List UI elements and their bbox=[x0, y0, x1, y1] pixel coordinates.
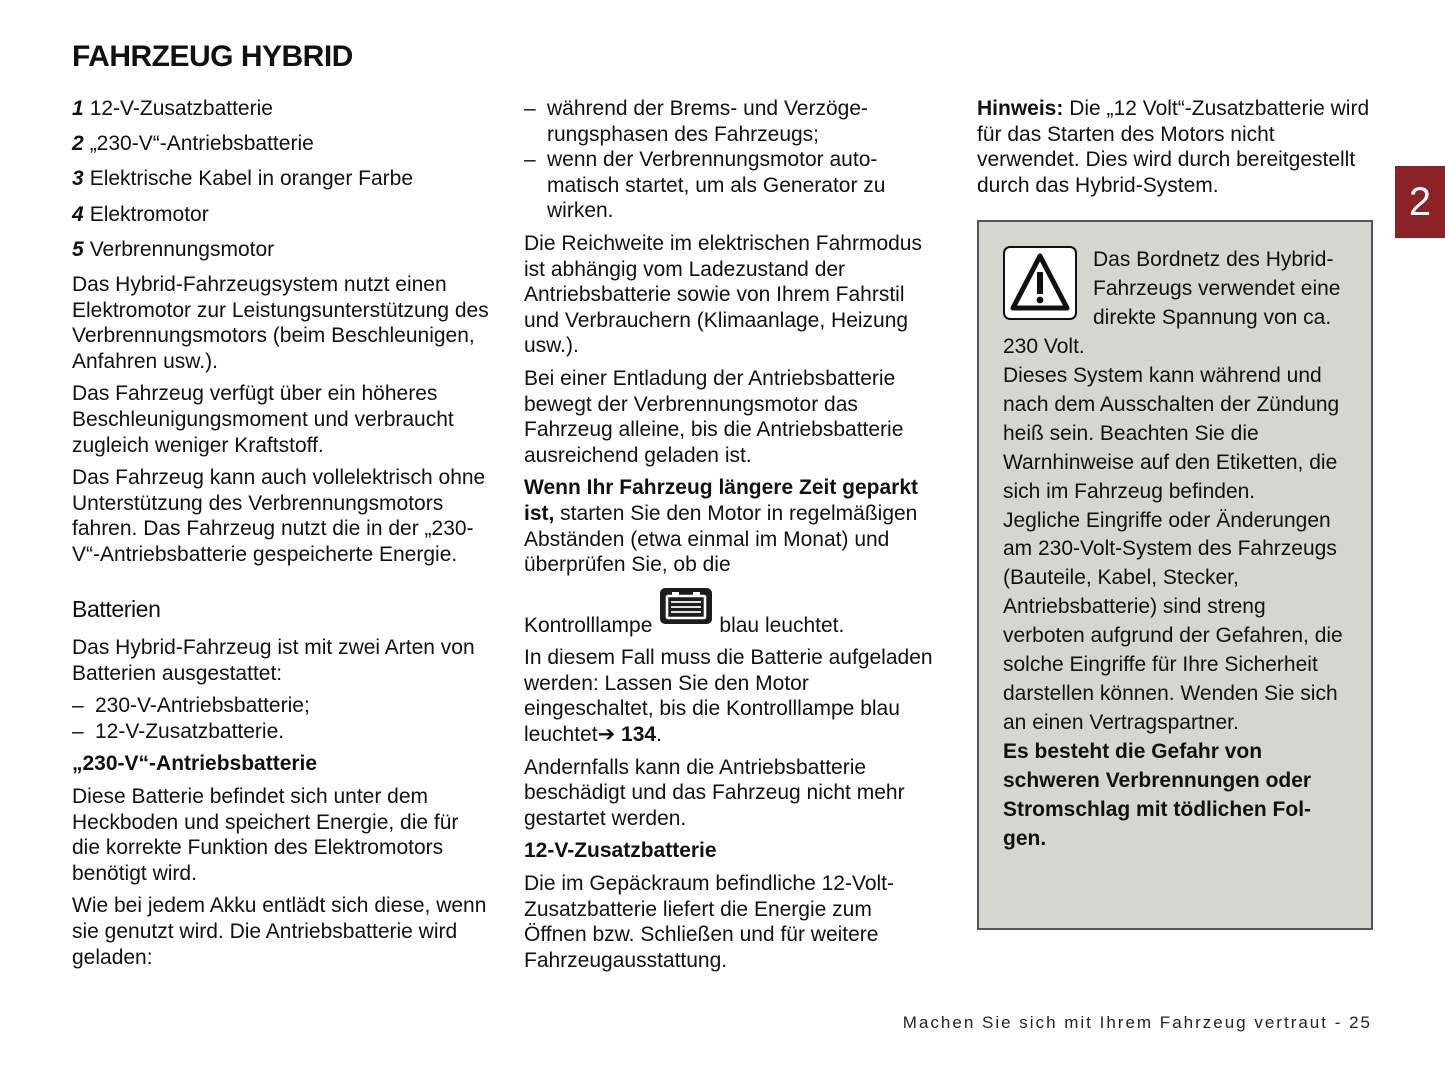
paragraph: Die Reichweite im elektrischen Fahrmodus ist abhängig vom Ladezustand der Antriebsbatterie sowie von Ihrem Fahrstil und Verbrauchern (Klimaanlage, Heizung usw.). bbox=[524, 231, 922, 358]
page-footer: Machen Sie sich mit Ihrem Fahrzeug vertraut - 25 bbox=[902, 1013, 1372, 1032]
chapter-tab: 2 bbox=[1395, 166, 1445, 238]
column-3 bbox=[977, 96, 1373, 930]
page-title: FAHRZEUG HYBRID bbox=[72, 40, 353, 73]
subheading-drive-battery: „230-V“-Antriebsbatterie bbox=[72, 752, 318, 776]
legend-item: 5 Verbrennungsmotor bbox=[72, 237, 275, 261]
paragraph: Das Hybrid-Fahrzeugsystem nutzt einen Elektromotor zur Leistungsunterstützung des Verbrennungsmotors (beim Beschleunigen, Anfahren usw.). bbox=[72, 272, 489, 373]
column-2 bbox=[524, 96, 934, 980]
list-item: – wenn der Verbrennungsmotor automatisch startet, um als Generator zu wirken. bbox=[524, 148, 886, 223]
component-legend bbox=[72, 96, 492, 262]
list-item: – 230-V-Antriebsbatterie; bbox=[72, 694, 310, 718]
paragraph: Kontrolllampe blau leuchtet. bbox=[524, 600, 934, 639]
page-reference-link[interactable]: ➔ 134 bbox=[597, 723, 657, 747]
paragraph: Wenn Ihr Fahrzeug längere Zeit geparkt ist, starten Sie den Motor in regelmäßigen Abständen (etwa einmal im Monat) und überprüfen Sie, ob die bbox=[524, 476, 919, 577]
paragraph: Das Fahrzeug verfügt über ein höheres Beschleunigungsmoment und verbraucht zugleich weniger Kraftstoff. bbox=[72, 382, 454, 457]
danger-statement: Es besteht die Gefahr von schweren Verbrennungen oder Stromschlag mit tödlichen Folgen. bbox=[1003, 739, 1312, 850]
warning-paragraph: Dieses System kann während und nach dem Ausschalten der Zündung heiß sein. Beachten Sie die Warnhinweise auf den Etiketten, die sich im Fahrzeug befinden. bbox=[1003, 364, 1340, 503]
list-item: – während der Brems- und Verzögerungsphasen des Fahrzeugs; bbox=[524, 97, 869, 146]
battery-warning-lamp-icon bbox=[660, 588, 712, 624]
section-heading-batterien: Batterien bbox=[72, 596, 161, 623]
charging-case-list bbox=[524, 96, 934, 224]
column-1 bbox=[72, 96, 492, 977]
hint-note: Hinweis: Die „12 Volt“-Zusatzbatterie wird für das Starten des Motors nicht verwendet. Dies wird durch bereitgestellt durch das Hybrid-System. bbox=[977, 97, 1370, 197]
battery-type-list bbox=[72, 693, 492, 744]
warning-triangle-icon bbox=[1003, 246, 1077, 320]
paragraph: Die im Gepäckraum befindliche 12-Volt-Zusatzbatterie liefert die Energie zum Öffnen bzw. Schließen und für weitere Fahrzeugausstattung. bbox=[524, 872, 895, 972]
paragraph: Andernfalls kann die Antriebsbatterie beschädigt und das Fahrzeug nicht mehr gestartet werden. bbox=[524, 755, 905, 830]
parked-emphasis: Wenn Ihr Fahrzeug längere Zeit geparkt ist, bbox=[524, 476, 919, 525]
paragraph: Bei einer Entladung der Antriebsbatterie bewegt der Verbrennungsmotor das Fahrzeug alleine, bis die Antriebsbatterie ausreichend geladen ist. bbox=[524, 366, 904, 467]
paragraph: Das Fahrzeug kann auch vollelektrisch ohne Unterstützung des Verbrennungsmotors fahren. Das Fahrzeug nutzt die in der „230-V“-Antriebsbatterie gespeicherte Energie. bbox=[72, 466, 486, 566]
paragraph: Diese Batterie befindet sich unter dem Heckboden und speichert Energie, die für die korrekte Funktion des Elektromotors benötigt wird. bbox=[72, 785, 459, 885]
legend-item: 1 12-V-Zusatzbatterie bbox=[72, 97, 273, 120]
paragraph: Das Hybrid-Fahrzeug ist mit zwei Arten von Batterien ausgestattet: bbox=[72, 636, 475, 685]
paragraph: In diesem Fall muss die Batterie aufgeladen werden: Lassen Sie den Motor eingeschaltet, bis die Kontrolllampe blau leuchtet➔ 134. bbox=[524, 646, 933, 747]
legend-item: 3 Elektrische Kabel in oranger Farbe bbox=[72, 167, 414, 191]
warning-paragraph: Das Bordnetz des Hybrid-Fahrzeugs verwendet eine direkte Spannung von ca. 230 Volt. bbox=[1003, 248, 1341, 359]
legend-item: 4 Elektromotor bbox=[72, 202, 209, 226]
subheading-aux-battery: 12-V-Zusatzbatterie bbox=[524, 839, 717, 863]
warning-paragraph: Jegliche Eingriffe oder Änderungen am 230-Volt-System des Fahrzeugs (Bauteile, Kabel, Stecker, Antriebsbatterie) sind streng verboten aufgrund der Gefahren, die solche Eingriffe für Ihre Sicherheit darstellen können. Wenden Sie sich an einen Vertragspartner. bbox=[1003, 508, 1343, 734]
list-item: – 12-V-Zusatzbatterie. bbox=[72, 719, 285, 743]
legend-item: 2 „230-V“-Antriebsbatterie bbox=[72, 132, 314, 156]
warning-box bbox=[977, 220, 1373, 930]
paragraph: Wie bei jedem Akku entlädt sich diese, wenn sie genutzt wird. Die Antriebsbatterie wird geladen: bbox=[72, 894, 487, 969]
